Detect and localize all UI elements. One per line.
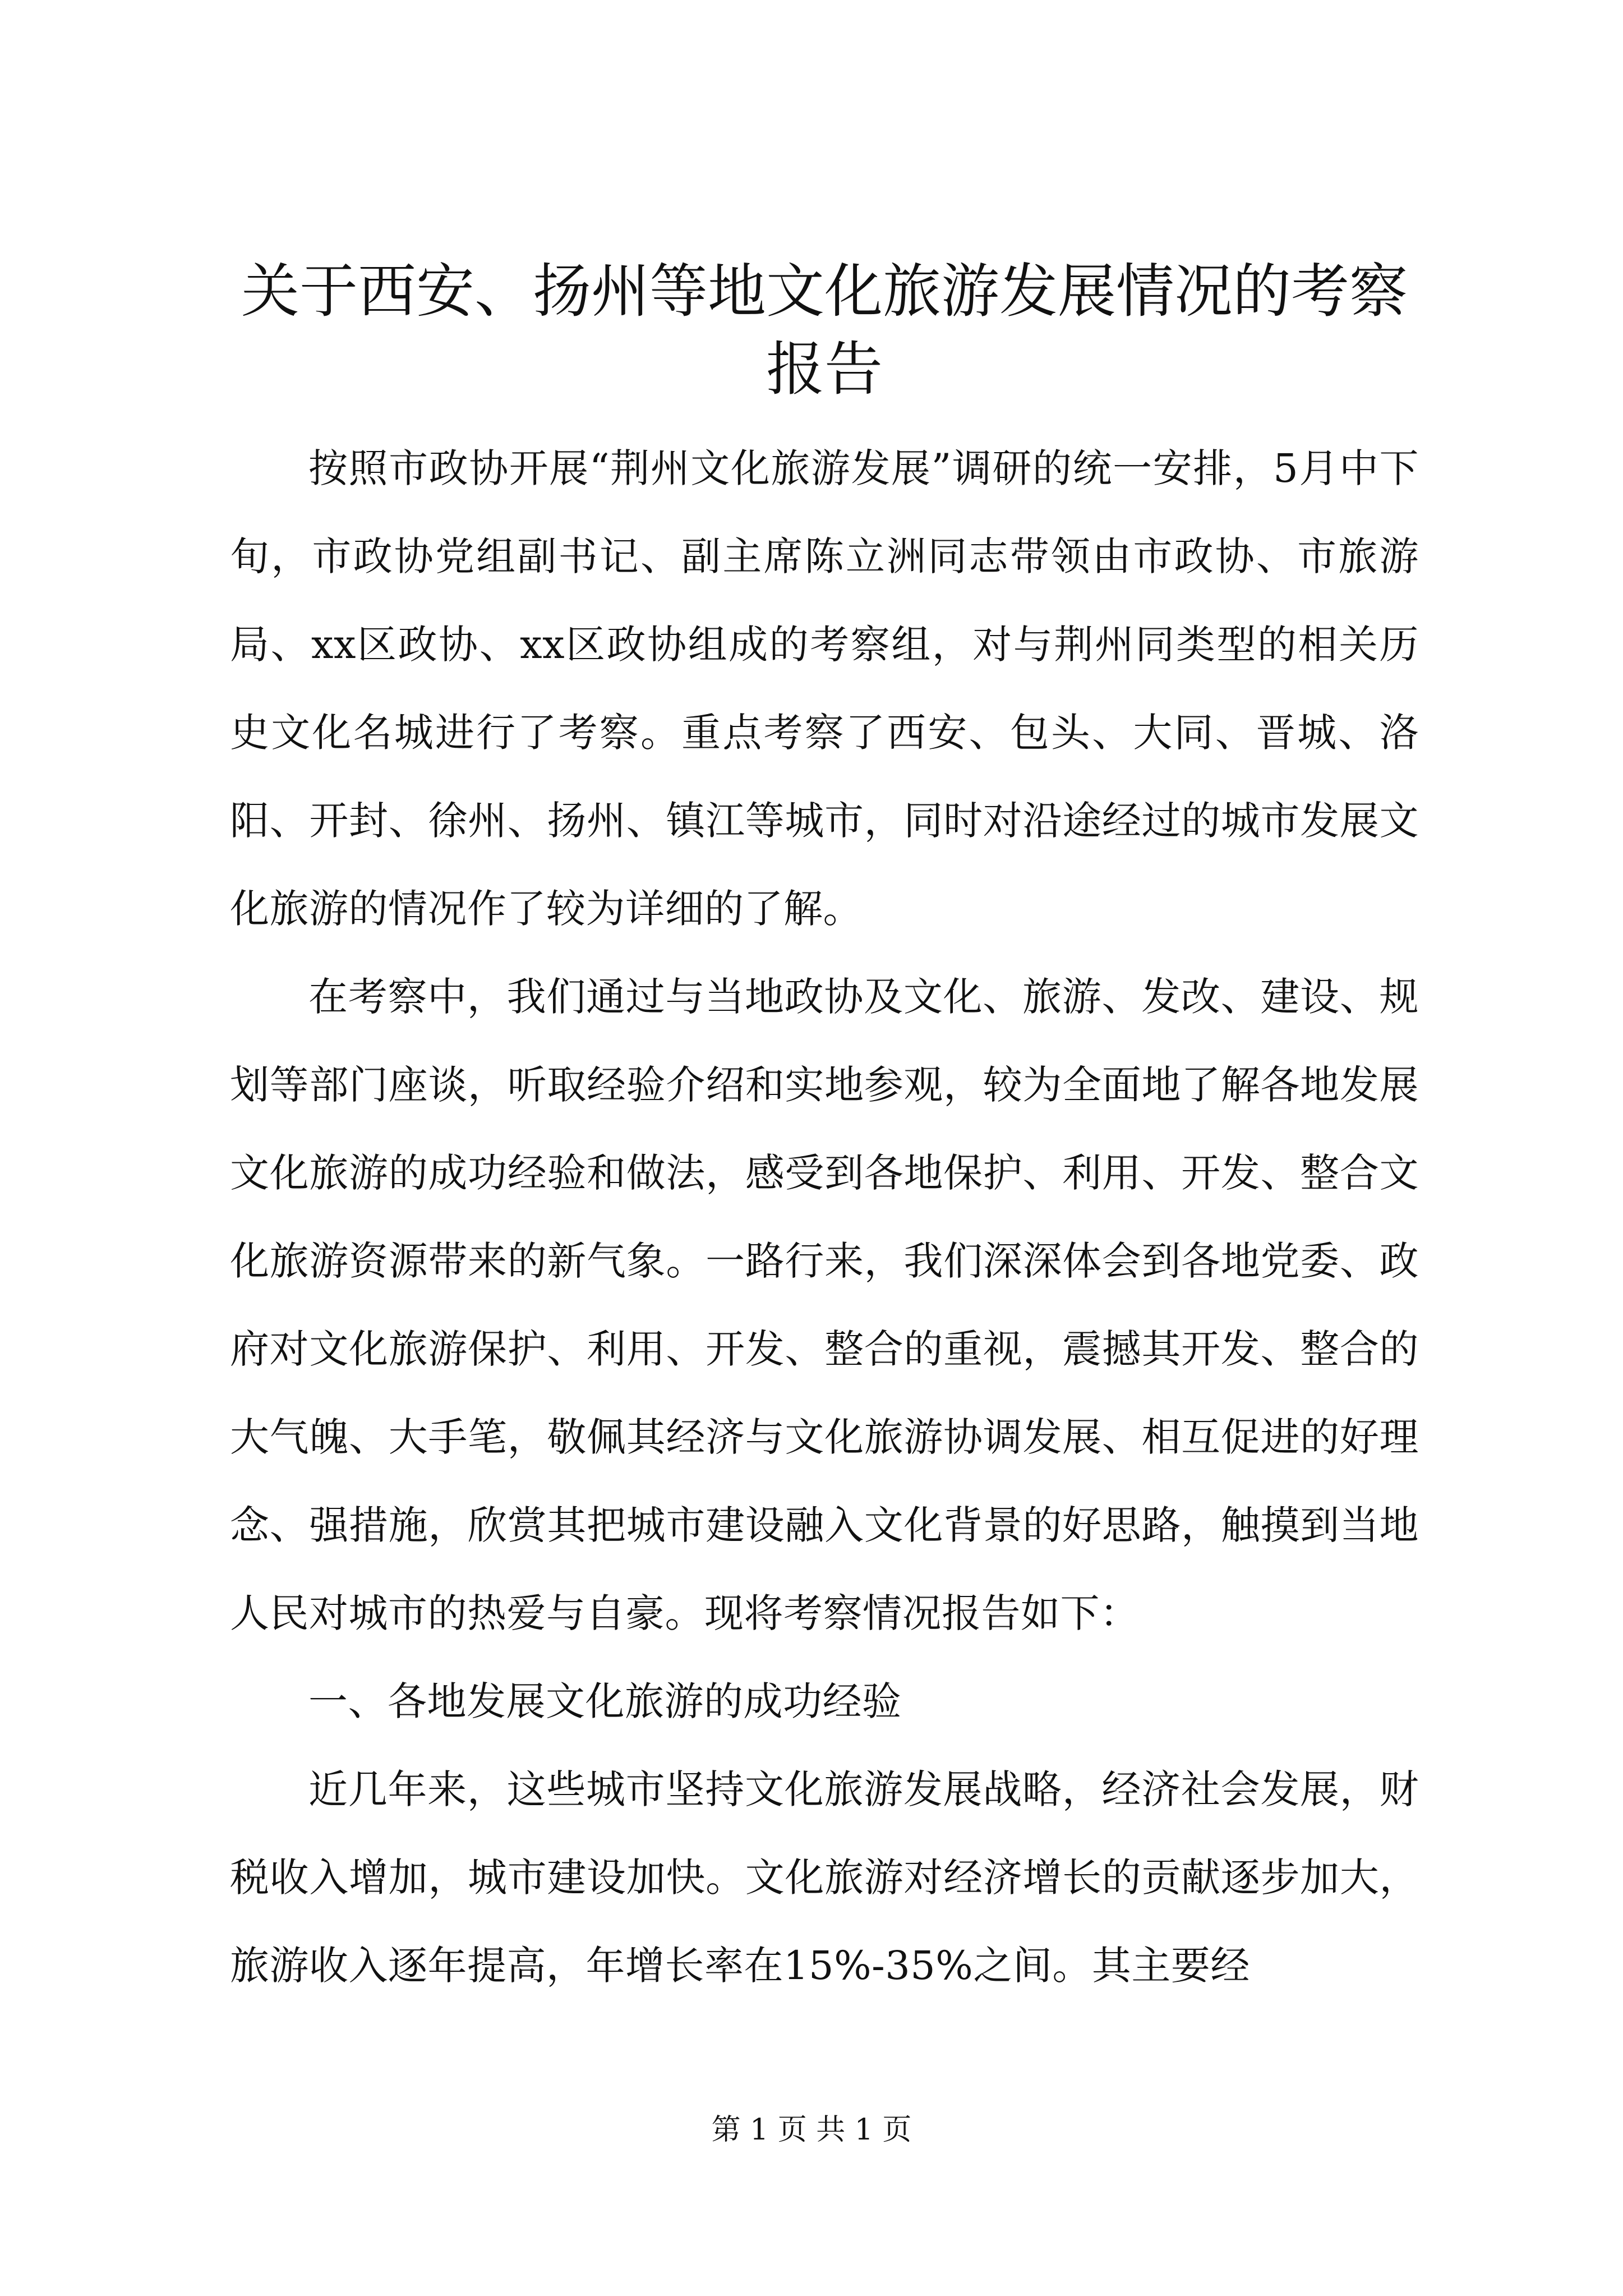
paragraph-intro: 按照市政协开展“荆州文化旅游发展”调研的统一安排，5月中下旬，市政协党组副书记、副主席陈立洲同志带领由市政协、市旅游局、xx区政协、xx区政协组成的考察组，对与荆州同类型的相关历史文化名城进行了考察。重点考察了西安、包头、大同、晋城、洛阳、开封、徐州、扬州、镇江等城市，同时对沿途经过的城市发展文化旅游的情况作了较为详细的了解。 [230,445,1419,932]
document-content [230,252,1419,2010]
paragraph-experience: 近几年来，这些城市坚持文化旅游发展战略，经济社会发展，财税收入增加，城市建设加快。文化旅游对经济增长的贡献逐步加大，旅游收入逐年提高，年增长率在15%-35%之间。其主要经 [230,1766,1419,1989]
paragraph-observations: 在考察中，我们通过与当地政协及文化、旅游、发改、建设、规划等部门座谈，听取经验介绍和实地参观，较为全面地了解各地发展文化旅游的成功经验和做法，感受到各地保护、利用、开发、整合文化旅游资源带来的新气象。一路行来，我们深深体会到各地党委、政府对文化旅游保护、利用、开发、整合的重视，震撼其开发、整合的大气魄、大手笔，敬佩其经济与文化旅游协调发展、相互促进的好理念、强措施，欣赏其把城市建设融入文化背景的好思路，触摸到当地人民对城市的热爱与自豪。现将考察情况报告如下： [230,973,1419,1636]
section-heading: 一、各地发展文化旅游的成功经验 [308,1678,902,1724]
document-body [230,425,1419,2010]
page-footer: 第 1 页 共 1 页 [711,2113,912,2147]
document-title: 关于西安、扬州等地文化旅游发展情况的考察报告 [241,257,1408,404]
